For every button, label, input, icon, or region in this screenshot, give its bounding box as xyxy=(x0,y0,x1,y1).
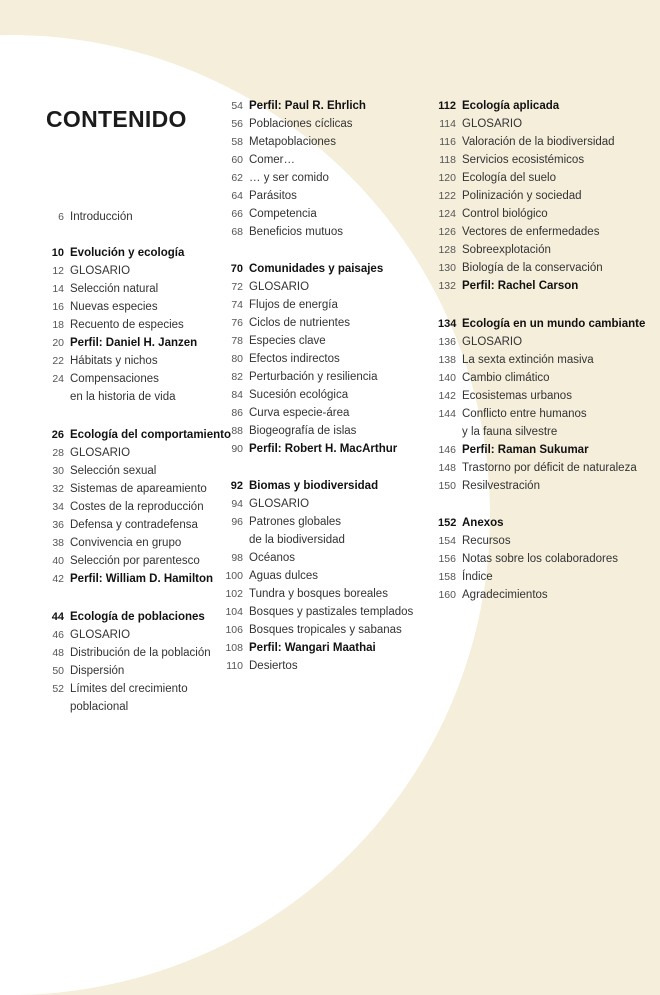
toc-entry xyxy=(438,405,587,423)
toc-entry xyxy=(225,332,326,350)
toc-page-number: 20 xyxy=(52,337,64,349)
toc-page-number: 138 xyxy=(438,354,456,366)
toc-entry xyxy=(438,223,599,241)
toc-page-number: 144 xyxy=(438,408,456,420)
toc-entry-text: y la fauna silvestre xyxy=(462,426,558,438)
toc-entry-text: Polinización y sociedad xyxy=(462,190,582,202)
toc-page-number: 66 xyxy=(231,208,243,220)
toc-entry-text: … y ser comido xyxy=(249,172,329,184)
toc-entry xyxy=(438,151,584,169)
toc-entry-text: Trastorno por déficit de naturaleza xyxy=(462,462,637,474)
toc-entry xyxy=(46,498,204,516)
toc-entry xyxy=(225,404,349,422)
toc-page-number: 40 xyxy=(52,555,64,567)
toc-page-number: 44 xyxy=(51,611,64,623)
toc-entry xyxy=(225,585,388,603)
toc-page-number: 102 xyxy=(225,588,243,600)
toc-entry-text: GLOSARIO xyxy=(70,447,131,459)
toc-page-number: 48 xyxy=(52,647,64,659)
toc-profile-entry xyxy=(225,639,376,657)
toc-page-number: 12 xyxy=(52,265,64,277)
toc-entry xyxy=(225,169,329,187)
toc-entry-text: Poblaciones cíclicas xyxy=(249,118,353,130)
toc-entry xyxy=(438,351,594,369)
toc-entry xyxy=(438,205,548,223)
toc-entry xyxy=(438,423,557,441)
toc-entry-text: Sucesión ecológica xyxy=(249,389,349,401)
toc-entry-text: Distribución de la población xyxy=(70,647,211,659)
toc-page-number: 106 xyxy=(225,624,243,636)
toc-entry-text: Ciclos de nutrientes xyxy=(249,317,350,329)
toc-page-number: 62 xyxy=(231,172,243,184)
toc-entry xyxy=(46,444,130,462)
toc-page-number: 136 xyxy=(438,336,456,348)
toc-profile-entry xyxy=(46,570,213,588)
toc-entry-text: Índice xyxy=(462,571,493,583)
toc-page-number: 74 xyxy=(231,299,243,311)
toc-page-number: 46 xyxy=(52,629,64,641)
page-title: CONTENIDO xyxy=(46,106,187,132)
toc-profile-entry xyxy=(438,277,578,295)
toc-page-number: 150 xyxy=(438,480,456,492)
toc-entry xyxy=(225,531,345,549)
toc-entry xyxy=(46,698,128,716)
toc-page-number: 116 xyxy=(439,136,456,148)
toc-entry-text: Agradecimientos xyxy=(462,589,548,601)
toc-entry-text: Desiertos xyxy=(249,660,298,672)
toc-entry-text: Perfil: Raman Sukumar xyxy=(462,444,589,456)
toc-entry-text: Sobreexplotación xyxy=(462,244,551,256)
toc-page-number: 72 xyxy=(231,281,243,293)
toc-page-number: 134 xyxy=(438,318,457,330)
toc-entry xyxy=(438,459,637,477)
toc-entry-text: Valoración de la biodiversidad xyxy=(462,136,615,148)
toc-section-heading xyxy=(46,608,205,626)
toc-page-number: 86 xyxy=(231,407,243,419)
toc-entry xyxy=(46,298,158,316)
toc-entry-text: Océanos xyxy=(249,552,296,564)
toc-entry-text: Anexos xyxy=(462,517,504,529)
toc-page-number: 82 xyxy=(231,371,243,383)
toc-page-number: 84 xyxy=(231,389,243,401)
toc-entry xyxy=(438,133,615,151)
toc-entry-text: Bosques y pastizales templados xyxy=(249,606,414,618)
toc-entry-text: Perfil: Rachel Carson xyxy=(462,280,579,292)
toc-page-number: 92 xyxy=(230,480,243,492)
toc-section-heading xyxy=(225,260,383,278)
toc-entry-text: Selección sexual xyxy=(70,465,157,477)
toc-entry xyxy=(46,644,211,662)
toc-entry xyxy=(438,586,548,604)
toc-page-number: 52 xyxy=(52,683,64,695)
toc-page-number: 152 xyxy=(438,517,457,529)
toc-entry-text: GLOSARIO xyxy=(249,281,310,293)
toc-section-heading xyxy=(438,97,559,115)
toc-entry-text: Parásitos xyxy=(249,190,297,202)
toc-entry-text: Perfil: Wangari Maathai xyxy=(249,642,376,654)
toc-page-number: 18 xyxy=(52,319,64,331)
toc-entry-text: Nuevas especies xyxy=(70,301,158,313)
toc-entry xyxy=(46,352,158,370)
toc-page-number: 38 xyxy=(52,537,64,549)
toc-page-number: 58 xyxy=(231,136,243,148)
toc-page-number: 124 xyxy=(438,208,456,220)
toc-entry-text: La sexta extinción masiva xyxy=(462,354,594,366)
toc-page-number: 24 xyxy=(52,373,64,385)
toc-page-number: 68 xyxy=(231,226,243,238)
toc-page-number: 132 xyxy=(438,280,456,292)
toc-entry xyxy=(225,278,309,296)
toc-entry-text: GLOSARIO xyxy=(70,629,131,641)
toc-page-number: 156 xyxy=(438,553,456,565)
toc-entry-text: Compensaciones xyxy=(70,373,159,385)
toc-entry-text: Perfil: William D. Hamilton xyxy=(70,573,214,585)
toc-entry xyxy=(438,477,540,495)
toc-entry xyxy=(225,350,340,368)
toc-entry xyxy=(438,387,572,405)
toc-entry-text: Biogeografía de islas xyxy=(249,425,357,437)
toc-entry-text: Comer… xyxy=(249,154,296,166)
toc-entry xyxy=(46,534,181,552)
toc-entry-text: Control biológico xyxy=(462,208,548,220)
toc-entry-text: Resilvestración xyxy=(462,480,540,492)
toc-entry xyxy=(46,262,130,280)
toc-entry-text: Ecología del suelo xyxy=(462,172,556,184)
toc-entry-text: Patrones globales xyxy=(249,516,342,528)
toc-page-number: 34 xyxy=(52,501,64,513)
toc-entry-text: Aguas dulces xyxy=(249,570,319,582)
toc-page-number: 78 xyxy=(231,335,243,347)
toc-section-heading xyxy=(46,244,184,262)
toc-entry-text: Competencia xyxy=(249,208,317,220)
toc-entry-text: Flujos de energía xyxy=(249,299,338,311)
toc-entry-text: Defensa y contradefensa xyxy=(70,519,198,531)
toc-page-number: 14 xyxy=(52,283,64,295)
toc-profile-entry xyxy=(46,334,197,352)
toc-page-number: 118 xyxy=(439,154,456,166)
toc-entry xyxy=(225,115,353,133)
toc-entry-text: Perturbación y resiliencia xyxy=(249,371,378,383)
toc-entry xyxy=(46,370,159,388)
toc-entry-text: Límites del crecimiento xyxy=(70,683,188,695)
toc-entry xyxy=(46,280,158,298)
toc-profile-entry xyxy=(225,97,366,115)
toc-page-number: 128 xyxy=(438,244,456,256)
toc-page-number: 142 xyxy=(438,390,456,402)
toc-entry xyxy=(438,115,522,133)
toc-entry-text: Dispersión xyxy=(70,665,125,677)
toc-entry xyxy=(225,296,338,314)
toc-page-number: 88 xyxy=(231,425,243,437)
toc-entry-text: Bosques tropicales y sabanas xyxy=(249,624,402,636)
toc-page-number: 42 xyxy=(52,573,64,585)
toc-entry-text: Hábitats y nichos xyxy=(70,355,158,367)
toc-page-number: 60 xyxy=(231,154,243,166)
toc-page-number: 96 xyxy=(231,516,243,528)
toc-page-number: 36 xyxy=(52,519,64,531)
toc-page-number: 54 xyxy=(231,100,243,112)
toc-page-number: 80 xyxy=(231,353,243,365)
toc-entry-text: Conflicto entre humanos xyxy=(462,408,587,420)
toc-entry-text: poblacional xyxy=(70,701,129,713)
toc-entry-text: Vectores de enfermedades xyxy=(462,226,600,238)
toc-page-number: 148 xyxy=(438,462,456,474)
toc-entry xyxy=(46,208,133,226)
toc-entry xyxy=(225,187,297,205)
toc-entry xyxy=(438,333,522,351)
toc-page-number: 76 xyxy=(231,317,243,329)
toc-entry-text: Notas sobre los colaboradores xyxy=(462,553,618,565)
toc-entry-text: Metapoblaciones xyxy=(249,136,336,148)
toc-page-number: 26 xyxy=(51,429,64,441)
toc-entry-text: Ecología en un mundo cambiante xyxy=(462,318,646,330)
toc-section-heading xyxy=(438,514,504,532)
toc-entry xyxy=(225,549,295,567)
toc-entry xyxy=(225,368,377,386)
toc-page-number: 110 xyxy=(226,660,243,672)
toc-entry-text: Comunidades y paisajes xyxy=(249,263,384,275)
toc-entry xyxy=(438,369,550,387)
toc-entry-text: GLOSARIO xyxy=(70,265,131,277)
toc-section-heading xyxy=(46,426,231,444)
toc-entry-text: Beneficios mutuos xyxy=(249,226,343,238)
toc-entry-text: en la historia de vida xyxy=(70,391,176,403)
toc-page-number: 130 xyxy=(438,262,456,274)
toc-entry-text: Perfil: Paul R. Ehrlich xyxy=(249,100,366,112)
toc-page-number: 16 xyxy=(52,301,64,313)
toc-page-number: 28 xyxy=(52,447,64,459)
toc-page-number: 112 xyxy=(438,100,456,112)
toc-entry xyxy=(225,603,413,621)
toc-entry-text: Recuento de especies xyxy=(70,319,184,331)
toc-entry xyxy=(46,480,207,498)
toc-entry-text: Curva especie-área xyxy=(249,407,350,419)
toc-entry xyxy=(46,316,184,334)
toc-entry xyxy=(225,621,402,639)
toc-entry xyxy=(225,567,318,585)
toc-entry-text: Tundra y bosques boreales xyxy=(249,588,388,600)
toc-entry xyxy=(46,388,175,406)
toc-page-number: 90 xyxy=(231,443,243,455)
toc-page-number: 104 xyxy=(225,606,243,618)
toc-profile-entry xyxy=(438,441,589,459)
toc-page-number: 108 xyxy=(225,642,243,654)
toc-entry-text: Cambio climático xyxy=(462,372,550,384)
toc-entry xyxy=(225,151,295,169)
toc-entry-text: Recursos xyxy=(462,535,511,547)
toc-page-number: 6 xyxy=(58,211,64,223)
toc-entry xyxy=(438,568,493,586)
toc-page-number: 114 xyxy=(439,118,456,130)
toc-entry-text: Perfil: Daniel H. Janzen xyxy=(70,337,198,349)
toc-page-number: 120 xyxy=(438,172,456,184)
toc-entry-text: Perfil: Robert H. MacArthur xyxy=(249,443,398,455)
toc-entry-text: Biología de la conservación xyxy=(462,262,603,274)
toc-entry xyxy=(225,133,336,151)
toc-entry-text: Especies clave xyxy=(249,335,326,347)
toc-page-number: 10 xyxy=(51,247,64,259)
toc-entry xyxy=(225,422,356,440)
toc-entry xyxy=(438,169,556,187)
toc-entry-text: Evolución y ecología xyxy=(70,247,185,259)
toc-entry xyxy=(225,386,348,404)
toc-page-number: 22 xyxy=(52,355,64,367)
toc-section-heading xyxy=(438,315,645,333)
toc-page-number: 98 xyxy=(231,552,243,564)
toc-entry xyxy=(438,550,618,568)
toc-entry-text: GLOSARIO xyxy=(249,498,310,510)
toc-page-number: 56 xyxy=(231,118,243,130)
toc-entry-text: Ecología aplicada xyxy=(462,100,560,112)
toc-entry-text: Introducción xyxy=(70,211,133,223)
toc-section-heading xyxy=(225,477,378,495)
toc-entry-text: Sistemas de apareamiento xyxy=(70,483,207,495)
toc-entry-text: de la biodiversidad xyxy=(249,534,345,546)
toc-page-number: 140 xyxy=(438,372,456,384)
toc-entry-text: Servicios ecosistémicos xyxy=(462,154,585,166)
toc-page-number: 32 xyxy=(52,483,64,495)
toc-page-number: 158 xyxy=(438,571,456,583)
toc-entry-text: Efectos indirectos xyxy=(249,353,340,365)
toc-entry-text: GLOSARIO xyxy=(462,118,523,130)
toc-entry xyxy=(438,532,511,550)
toc-page-number: 94 xyxy=(231,498,243,510)
toc-entry xyxy=(225,205,317,223)
toc-page-number: 122 xyxy=(438,190,456,202)
toc-entry xyxy=(46,462,156,480)
toc-page-number: 100 xyxy=(225,570,243,582)
toc-entry xyxy=(225,513,341,531)
toc-page-number: 50 xyxy=(52,665,64,677)
toc-entry-text: GLOSARIO xyxy=(462,336,523,348)
toc-entry xyxy=(225,657,298,675)
toc-entry xyxy=(438,259,603,277)
toc-entry xyxy=(438,187,582,205)
toc-entry xyxy=(225,223,343,241)
toc-page-number: 30 xyxy=(52,465,64,477)
toc-entry xyxy=(46,552,200,570)
toc-entry xyxy=(46,662,124,680)
toc-entry xyxy=(225,314,350,332)
toc-page-number: 64 xyxy=(231,190,243,202)
toc-entry xyxy=(46,680,188,698)
toc-page-number: 126 xyxy=(438,226,456,238)
toc-entry-text: Ecología del comportamiento xyxy=(70,429,232,441)
toc-page-number: 146 xyxy=(438,444,456,456)
toc-entry-text: Costes de la reproducción xyxy=(70,501,204,513)
toc-profile-entry xyxy=(225,440,397,458)
toc-entry xyxy=(438,241,551,259)
toc-entry-text: Ecosistemas urbanos xyxy=(462,390,572,402)
toc-page-number: 154 xyxy=(438,535,456,547)
toc-entry xyxy=(46,516,198,534)
toc-page-number: 160 xyxy=(438,589,456,601)
toc-entry-text: Selección natural xyxy=(70,283,159,295)
toc-entry-text: Selección por parentesco xyxy=(70,555,200,567)
toc-entry-text: Ecología de poblaciones xyxy=(70,611,205,623)
toc-entry-text: Biomas y biodiversidad xyxy=(249,480,379,492)
toc-entry xyxy=(225,495,309,513)
toc-entry-text: Convivencia en grupo xyxy=(70,537,182,549)
toc-entry xyxy=(46,626,130,644)
toc-page-number: 70 xyxy=(230,263,243,275)
